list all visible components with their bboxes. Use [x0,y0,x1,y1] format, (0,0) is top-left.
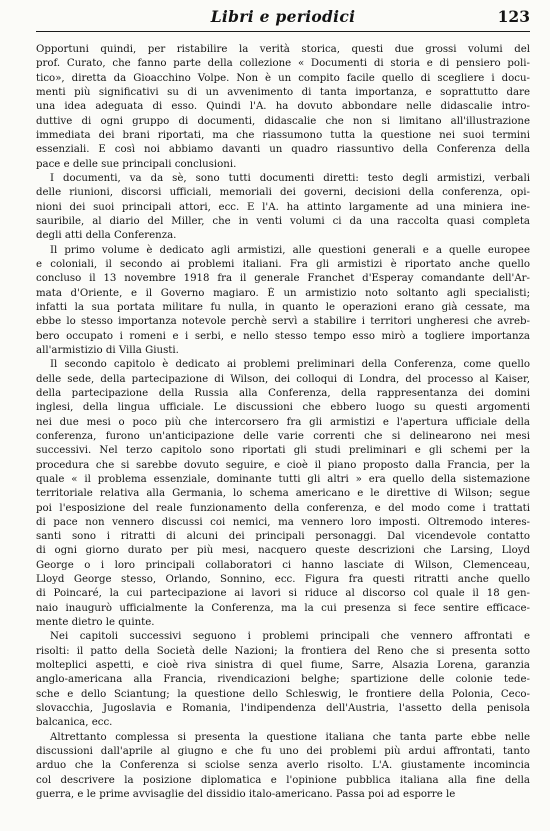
text-line: Opportuni quindi, per ristabilire la verità storica, questi due grossi volumi del [36,44,530,55]
text-line: arduo che la Conferenza si sciolse senza averlo risolto. L'A. giustamente incomincia [36,760,530,772]
running-title: Libri e periodici [210,7,356,26]
paragraph [36,244,530,359]
text-line: Nei capitoli successivi seguono i problemi principali che vennero affrontati e [50,631,530,643]
text-line: inglesi, della lingua ufficiale. Le discussioni che ebbero luogo su questi argomenti [36,402,530,414]
text-line: successivi. Nel terzo capitolo sono riportati gli studi preliminari e gli schemi per la [36,445,530,457]
text-line: santi sono i ritratti di alcuni dei principali personaggi. Dal vicendevole contatto [36,531,530,543]
text-line: Il primo volume è dedicato agli armistizi, alle questioni generali e a quelle europee [50,244,530,256]
text-line: I documenti, va da sè, sono tutti documenti diretti: testo degli armistizi, verbali [50,172,530,184]
text-line: Lloyd George stesso, Orlando, Sonnino, ecc. Figura fra questi ritratti anche quello [36,574,530,586]
text-line: di Poincaré, la cui partecipazione ai lavori si riduce al discorso col quale il 18 gen- [36,588,530,600]
text-line: delle riunioni, discorsi ufficiali, memoriali dei governi, decisioni della conferenza, opi- [36,187,530,199]
text-line: quale « il problema essenziale, dominante tutti gli altri » era quello della sistemazione [36,473,530,485]
text-line: della partecipazione della Russia alla Conferenza, della rappresentanza dei domini [36,387,530,399]
text-line: Il secondo capitolo è dedicato ai problemi preliminari della Conferenza, come quello [50,359,530,371]
text-line: mata d'Oriente, e il Governo magiaro. È un armistizio noto soltanto agli specialisti; [36,287,530,299]
text-line: una idea adeguata di esso. Quindi l'A. ha dovuto abbondare nelle didascalie intro- [36,101,530,113]
paragraph [36,731,530,803]
text-line: delle sede, della partecipazione di Wilson, dei colloqui di Londra, del processo al Kaiser, [36,373,530,385]
text-line: concluso il 13 novembre 1918 fra il generale Franchet d'Esperay comandante dell'Ar- [36,273,530,285]
text-line: menti più significativi su di un avvenimento di tanta importanza, e soprattutto dare [36,86,530,98]
text-line: sauribile, al diario del Miller, che in venti volumi ci da una raccolta quasi completa [36,215,530,227]
text-line: tico», diretta da Gioacchino Volpe. Non è un compito facile quello di scegliere i docu- [36,72,530,84]
body-text [36,43,530,802]
text-line: essenziali. E così noi abbiamo davanti un quadro riassuntivo della Conferenza della [36,144,530,156]
text-line: anglo-americana alla Francia, rivendicazioni belghe; spartizione delle colonie tede- [36,674,530,686]
text-line: discussioni dall'aprile al giugno e che fu uno dei problemi più ardui affrontati, tanto [36,746,530,758]
text-line: conferenza, furono un'anticipazione delle varie correnti che si delinearono nei mesi [36,430,530,442]
text-line: ebbe lo stesso importanza notevole perchè servì a stabilire i territori ungheresi che avreb- [36,316,530,328]
text-line: George o i loro principali collaboratori ci hanno lasciate di Wilson, Clemenceau, [36,559,530,571]
paragraph [36,172,530,244]
text-line: molteplici aspetti, e cioè riva sinistra di quel fiume, Sarre, Alsazia Lorena, garanzia [36,660,530,672]
text-line: guerra, e le prime avvisaglie del dissidio italo-americano. Passa poi ad esporre le [36,789,456,801]
text-line: naio inaugurò ufficialmente la Conferenza, ma la cui presenza si fece sentire efficace- [36,602,530,614]
text-line: nei due mesi o poco più che intercorsero fra gli armistizi e l'apertura ufficiale della [36,416,530,428]
text-line: sche e dello Sciantung; la questione dello Schleswig, le frontiere della Polonia, Ceco- [36,688,530,700]
header-rule [36,31,530,32]
text-line: di pace non vennero discussi coi nemici, ma vennero loro imposti. Oltremodo interes- [36,516,530,528]
text-line: col descrivere la posizione diplomatica e l'opinione pubblica italiana alla fine della [36,774,530,786]
text-line: bero occupato i romeni e i serbi, e nello stesso tempo esso mirò a togliere importanza [36,330,530,342]
text-line: Altrettanto complessa si presenta la questione italiana che tanta parte ebbe nelle [50,731,530,743]
text-line: prof. Curato, che fanno parte della collezione « Documenti di storia e di pensiero poli- [36,58,530,70]
text-line: territoriale relativa alla Germania, lo schema americano e le direttive di Wilson; segue [36,488,530,500]
text-line: di ogni giorno durato per più mesi, nacquero queste descrizioni che Larsing, Lloyd [36,545,530,557]
text-line: duttive di ogni gruppo di documenti, didascalie che non si limitano all'illustrazione [36,115,530,127]
text-line: immediata dei brani riportati, ma che riassumono tutta la questione nei suoi termini [36,129,530,141]
text-line: infatti la sua portata militare fu nulla, in quanto le operazioni erano già cessate, ma [36,301,530,313]
text-line: all'armistizio di Villa Giusti. [36,344,179,356]
text-line: nioni dei suoi principali attori, ecc. E l'A. ha attinto largamente ad una miniera ine- [36,201,530,213]
paragraph [36,630,530,730]
paragraph [36,358,530,630]
text-line: procedura che si sarebbe dovuto seguire, e cioè il piano proposto dalla Francia, per la [36,459,530,471]
text-line: slovacchia, Jugoslavia e Romania, l'indipendenza dell'Austria, l'assetto della penisola [36,703,530,715]
page-number: 123 [497,7,530,26]
text-line: risolti: il patto della Società delle Nazioni; la frontiera del Reno che si presenta sotto [36,645,530,657]
paragraph [36,43,530,172]
text-line: degli atti della Conferenza. [36,230,177,242]
text-line: mente dietro le quinte. [36,617,155,629]
text-line: poi l'esposizione del reale funzionamento della conferenza, e del modo come i trattati [36,502,530,514]
text-line: balcanica, ecc. [36,717,113,729]
text-line: e coloniali, il secondo ai problemi italiani. Fra gli armistizi è riportato anche quello [36,258,530,270]
page-header [36,7,530,29]
text-line: pace e delle sue principali conclusioni. [36,158,237,170]
